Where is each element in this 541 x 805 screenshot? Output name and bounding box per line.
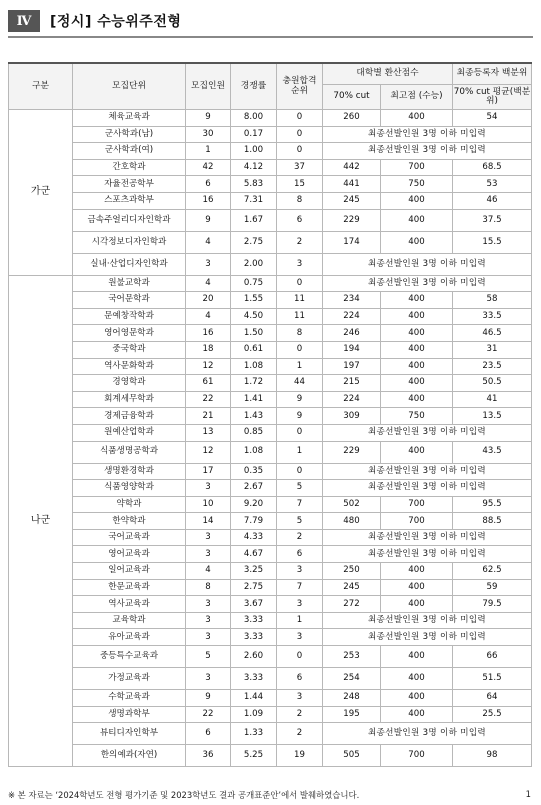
cut70-cell: 215: [323, 375, 381, 392]
quota-cell: 3: [186, 480, 231, 497]
section-title: [정시] 수능위주전형: [50, 14, 182, 30]
group-label: 가군: [9, 110, 73, 276]
cut70-cell: 195: [323, 706, 381, 723]
quota-cell: 3: [186, 253, 231, 275]
table-row: [9, 596, 532, 613]
unit-name: 문예창작학과: [73, 308, 186, 325]
table-row: [9, 579, 532, 596]
table-body: [9, 110, 532, 767]
unit-name: 가정교육과: [73, 668, 186, 690]
max-score-cell: 700: [381, 745, 453, 767]
quota-cell: 3: [186, 668, 231, 690]
unit-name: 간호학과: [73, 159, 186, 176]
merged-note-cell: 최종선발인원 3명 이하 미입력: [323, 424, 532, 441]
ratio-cell: 1.41: [231, 391, 277, 408]
admission-results-table: [8, 62, 532, 767]
rank-cell: 2: [277, 723, 323, 745]
quota-cell: 16: [186, 325, 231, 342]
rank-cell: 6: [277, 668, 323, 690]
quota-cell: 18: [186, 341, 231, 358]
rank-cell: 0: [277, 126, 323, 143]
ratio-cell: 3.67: [231, 596, 277, 613]
unit-name: 경제금융학과: [73, 408, 186, 425]
final-pct-cell: 95.5: [453, 496, 532, 513]
merged-note-cell: 최종선발인원 3명 이하 미입력: [323, 629, 532, 646]
table-row: [9, 513, 532, 530]
cut70-cell: 248: [323, 690, 381, 707]
final-pct-cell: 46.5: [453, 325, 532, 342]
merged-note-cell: 최종선발인원 3명 이하 미입력: [323, 612, 532, 629]
unit-name: 자율전공학부: [73, 176, 186, 193]
quota-cell: 13: [186, 424, 231, 441]
final-pct-cell: 64: [453, 690, 532, 707]
table-row: [9, 391, 532, 408]
unit-name: 원예산업학과: [73, 424, 186, 441]
rank-cell: 3: [277, 596, 323, 613]
max-score-cell: 750: [381, 176, 453, 193]
quota-cell: 12: [186, 358, 231, 375]
rank-cell: 3: [277, 690, 323, 707]
table-row: [9, 668, 532, 690]
unit-name: 원불교학과: [73, 275, 186, 292]
ratio-cell: 1.09: [231, 706, 277, 723]
cut70-cell: 197: [323, 358, 381, 375]
table-row: [9, 646, 532, 668]
rank-cell: 0: [277, 275, 323, 292]
cut70-cell: 502: [323, 496, 381, 513]
ratio-cell: 7.79: [231, 513, 277, 530]
max-score-cell: 400: [381, 341, 453, 358]
final-pct-cell: 50.5: [453, 375, 532, 392]
section-header: [8, 10, 181, 32]
max-score-cell: 400: [381, 441, 453, 463]
final-pct-cell: 68.5: [453, 159, 532, 176]
unit-name: 한약학과: [73, 513, 186, 530]
ratio-cell: 3.33: [231, 629, 277, 646]
table-row: [9, 209, 532, 231]
max-score-cell: 400: [381, 646, 453, 668]
group-label: 나군: [9, 275, 73, 767]
rank-cell: 6: [277, 546, 323, 563]
table-row: [9, 706, 532, 723]
ratio-cell: 3.33: [231, 668, 277, 690]
ratio-cell: 2.75: [231, 231, 277, 253]
cut70-cell: 245: [323, 579, 381, 596]
merged-note-cell: 최종선발인원 3명 이하 미입력: [323, 723, 532, 745]
unit-name: 식품영양학과: [73, 480, 186, 497]
quota-cell: 16: [186, 192, 231, 209]
cut70-cell: 309: [323, 408, 381, 425]
max-score-cell: 400: [381, 358, 453, 375]
page-number: 1: [525, 789, 531, 799]
ratio-cell: 1.08: [231, 441, 277, 463]
max-score-cell: 700: [381, 496, 453, 513]
cut70-cell: 505: [323, 745, 381, 767]
cut70-cell: 260: [323, 110, 381, 127]
rank-cell: 11: [277, 308, 323, 325]
quota-cell: 61: [186, 375, 231, 392]
ratio-cell: 1.33: [231, 723, 277, 745]
quota-cell: 3: [186, 529, 231, 546]
cut70-cell: 272: [323, 596, 381, 613]
ratio-cell: 0.75: [231, 275, 277, 292]
max-score-cell: 400: [381, 292, 453, 309]
quota-cell: 9: [186, 209, 231, 231]
merged-note-cell: 최종선발인원 3명 이하 미입력: [323, 529, 532, 546]
unit-name: 식품생명공학과: [73, 441, 186, 463]
rank-cell: 9: [277, 391, 323, 408]
rank-cell: 5: [277, 480, 323, 497]
table-row: [9, 529, 532, 546]
table-row: [9, 424, 532, 441]
cut70-cell: 229: [323, 209, 381, 231]
quota-cell: 9: [186, 110, 231, 127]
rank-cell: 3: [277, 629, 323, 646]
merged-note-cell: 최종선발인원 3명 이하 미입력: [323, 275, 532, 292]
max-score-cell: 400: [381, 209, 453, 231]
ratio-cell: 4.67: [231, 546, 277, 563]
max-score-cell: 400: [381, 690, 453, 707]
rank-cell: 15: [277, 176, 323, 193]
rank-cell: 7: [277, 496, 323, 513]
ratio-cell: 0.61: [231, 341, 277, 358]
rank-cell: 0: [277, 463, 323, 480]
cut70-cell: 246: [323, 325, 381, 342]
ratio-cell: 1.72: [231, 375, 277, 392]
quota-cell: 6: [186, 723, 231, 745]
ratio-cell: 2.00: [231, 253, 277, 275]
table-row: [9, 143, 532, 160]
ratio-cell: 1.50: [231, 325, 277, 342]
unit-name: 유아교육과: [73, 629, 186, 646]
ratio-cell: 8.00: [231, 110, 277, 127]
quota-cell: 9: [186, 690, 231, 707]
col-cut70: 70% cut: [323, 85, 381, 110]
unit-name: 일어교육과: [73, 563, 186, 580]
final-pct-cell: 15.5: [453, 231, 532, 253]
final-pct-cell: 25.5: [453, 706, 532, 723]
col-rank: 충원합격 순위: [277, 63, 323, 110]
rank-cell: 2: [277, 529, 323, 546]
quota-cell: 20: [186, 292, 231, 309]
final-pct-cell: 62.5: [453, 563, 532, 580]
max-score-cell: 700: [381, 513, 453, 530]
rank-cell: 37: [277, 159, 323, 176]
quota-cell: 12: [186, 441, 231, 463]
cut70-cell: 224: [323, 391, 381, 408]
col-group: 구분: [9, 63, 73, 110]
unit-name: 금속주얼리디자인학과: [73, 209, 186, 231]
rank-cell: 0: [277, 143, 323, 160]
table-row: [9, 408, 532, 425]
ratio-cell: 1.08: [231, 358, 277, 375]
table-row: [9, 723, 532, 745]
cut70-cell: 224: [323, 308, 381, 325]
ratio-cell: 1.00: [231, 143, 277, 160]
final-pct-cell: 23.5: [453, 358, 532, 375]
ratio-cell: 4.50: [231, 308, 277, 325]
final-pct-cell: 59: [453, 579, 532, 596]
table-row: [9, 745, 532, 767]
rank-cell: 8: [277, 325, 323, 342]
max-score-cell: 400: [381, 563, 453, 580]
unit-name: 중국학과: [73, 341, 186, 358]
rank-cell: 1: [277, 612, 323, 629]
ratio-cell: 0.35: [231, 463, 277, 480]
ratio-cell: 2.75: [231, 579, 277, 596]
table-row: [9, 563, 532, 580]
merged-note-cell: 최종선발인원 3명 이하 미입력: [323, 126, 532, 143]
cut70-cell: 245: [323, 192, 381, 209]
quota-cell: 1: [186, 143, 231, 160]
table-row: [9, 612, 532, 629]
max-score-cell: 400: [381, 596, 453, 613]
unit-name: 영어영문학과: [73, 325, 186, 342]
rank-cell: 9: [277, 408, 323, 425]
max-score-cell: 400: [381, 192, 453, 209]
final-pct-cell: 98: [453, 745, 532, 767]
table-row: [9, 546, 532, 563]
quota-cell: 14: [186, 513, 231, 530]
table-row: [9, 176, 532, 193]
quota-cell: 3: [186, 596, 231, 613]
merged-note-cell: 최종선발인원 3명 이하 미입력: [323, 143, 532, 160]
final-pct-cell: 53: [453, 176, 532, 193]
table-row: [9, 375, 532, 392]
table-row: [9, 308, 532, 325]
final-pct-cell: 66: [453, 646, 532, 668]
rank-cell: 3: [277, 563, 323, 580]
rank-cell: 5: [277, 513, 323, 530]
rank-cell: 0: [277, 646, 323, 668]
quota-cell: 3: [186, 612, 231, 629]
table-row: [9, 231, 532, 253]
ratio-cell: 0.85: [231, 424, 277, 441]
quota-cell: 5: [186, 646, 231, 668]
quota-cell: 30: [186, 126, 231, 143]
unit-name: 한문교육과: [73, 579, 186, 596]
cut70-cell: 441: [323, 176, 381, 193]
cut70-cell: 174: [323, 231, 381, 253]
max-score-cell: 400: [381, 325, 453, 342]
table-row: [9, 292, 532, 309]
table-row: [9, 275, 532, 292]
max-score-cell: 400: [381, 308, 453, 325]
table-row: [9, 341, 532, 358]
quota-cell: 42: [186, 159, 231, 176]
quota-cell: 21: [186, 408, 231, 425]
unit-name: 시각정보디자인학과: [73, 231, 186, 253]
unit-name: 한의예과(자연): [73, 745, 186, 767]
quota-cell: 3: [186, 546, 231, 563]
rank-cell: 2: [277, 231, 323, 253]
table-row: [9, 126, 532, 143]
unit-name: 체육교육과: [73, 110, 186, 127]
cut70-cell: 442: [323, 159, 381, 176]
section-number: Ⅳ: [8, 10, 40, 32]
table-row: [9, 325, 532, 342]
quota-cell: 4: [186, 308, 231, 325]
quota-cell: 8: [186, 579, 231, 596]
ratio-cell: 4.33: [231, 529, 277, 546]
unit-name: 생명과학부: [73, 706, 186, 723]
quota-cell: 22: [186, 706, 231, 723]
unit-name: 국어교육과: [73, 529, 186, 546]
table-row: [9, 253, 532, 275]
cut70-cell: 229: [323, 441, 381, 463]
max-score-cell: 400: [381, 668, 453, 690]
ratio-cell: 5.25: [231, 745, 277, 767]
unit-name: 스포츠과학부: [73, 192, 186, 209]
rank-cell: 6: [277, 209, 323, 231]
col-max-score: 최고점 (수능): [381, 85, 453, 110]
max-score-cell: 400: [381, 579, 453, 596]
final-pct-cell: 54: [453, 110, 532, 127]
ratio-cell: 9.20: [231, 496, 277, 513]
merged-note-cell: 최종선발인원 3명 이하 미입력: [323, 546, 532, 563]
ratio-cell: 1.67: [231, 209, 277, 231]
rank-cell: 8: [277, 192, 323, 209]
max-score-cell: 400: [381, 375, 453, 392]
quota-cell: 17: [186, 463, 231, 480]
rank-cell: 44: [277, 375, 323, 392]
rank-cell: 0: [277, 341, 323, 358]
cut70-cell: 253: [323, 646, 381, 668]
unit-name: 뷰티디자인학부: [73, 723, 186, 745]
ratio-cell: 2.60: [231, 646, 277, 668]
unit-name: 경영학과: [73, 375, 186, 392]
table-row: [9, 463, 532, 480]
final-pct-cell: 58: [453, 292, 532, 309]
cut70-cell: 250: [323, 563, 381, 580]
table-row: [9, 192, 532, 209]
rank-cell: 11: [277, 292, 323, 309]
footnote: ※ 본 자료는 ‘2024학년도 전형 평가기준 및 2023학년도 결과 공개표준안’에서 발췌하였습니다.: [8, 790, 360, 800]
ratio-cell: 0.17: [231, 126, 277, 143]
max-score-cell: 750: [381, 408, 453, 425]
quota-cell: 3: [186, 629, 231, 646]
table-row: [9, 629, 532, 646]
unit-name: 역사교육과: [73, 596, 186, 613]
rank-cell: 1: [277, 441, 323, 463]
max-score-cell: 400: [381, 110, 453, 127]
max-score-cell: 400: [381, 391, 453, 408]
quota-cell: 36: [186, 745, 231, 767]
final-pct-cell: 46: [453, 192, 532, 209]
quota-cell: 22: [186, 391, 231, 408]
table-row: [9, 496, 532, 513]
unit-name: 실내·산업디자인학과: [73, 253, 186, 275]
rank-cell: 19: [277, 745, 323, 767]
col-final-header: 최종등록자 백분위: [453, 63, 532, 85]
col-ratio: 경쟁률: [231, 63, 277, 110]
final-pct-cell: 79.5: [453, 596, 532, 613]
unit-name: 역사문화학과: [73, 358, 186, 375]
ratio-cell: 1.43: [231, 408, 277, 425]
ratio-cell: 3.25: [231, 563, 277, 580]
final-pct-cell: 31: [453, 341, 532, 358]
quota-cell: 4: [186, 563, 231, 580]
final-pct-cell: 41: [453, 391, 532, 408]
final-pct-cell: 51.5: [453, 668, 532, 690]
unit-name: 영어교육과: [73, 546, 186, 563]
ratio-cell: 7.31: [231, 192, 277, 209]
header-divider: [8, 36, 533, 38]
col-score-header: 대학별 환산점수: [323, 63, 453, 85]
final-pct-cell: 13.5: [453, 408, 532, 425]
ratio-cell: 1.44: [231, 690, 277, 707]
cut70-cell: 234: [323, 292, 381, 309]
merged-note-cell: 최종선발인원 3명 이하 미입력: [323, 463, 532, 480]
merged-note-cell: 최종선발인원 3명 이하 미입력: [323, 480, 532, 497]
rank-cell: 0: [277, 110, 323, 127]
quota-cell: 6: [186, 176, 231, 193]
unit-name: 약학과: [73, 496, 186, 513]
ratio-cell: 4.12: [231, 159, 277, 176]
table-row: [9, 480, 532, 497]
max-score-cell: 400: [381, 706, 453, 723]
cut70-cell: 194: [323, 341, 381, 358]
merged-note-cell: 최종선발인원 3명 이하 미입력: [323, 253, 532, 275]
table-row: [9, 690, 532, 707]
unit-name: 중등특수교육과: [73, 646, 186, 668]
unit-name: 국어문학과: [73, 292, 186, 309]
unit-name: 생명환경학과: [73, 463, 186, 480]
quota-cell: 4: [186, 275, 231, 292]
table-row: [9, 441, 532, 463]
max-score-cell: 400: [381, 231, 453, 253]
ratio-cell: 5.83: [231, 176, 277, 193]
rank-cell: 7: [277, 579, 323, 596]
final-pct-cell: 37.5: [453, 209, 532, 231]
cut70-cell: 254: [323, 668, 381, 690]
table-row: [9, 159, 532, 176]
max-score-cell: 700: [381, 159, 453, 176]
col-unit: 모집단위: [73, 63, 186, 110]
ratio-cell: 1.55: [231, 292, 277, 309]
rank-cell: 2: [277, 706, 323, 723]
unit-name: 군사학과(남): [73, 126, 186, 143]
quota-cell: 10: [186, 496, 231, 513]
quota-cell: 4: [186, 231, 231, 253]
table-row: [9, 110, 532, 127]
rank-cell: 0: [277, 424, 323, 441]
cut70-cell: 480: [323, 513, 381, 530]
ratio-cell: 3.33: [231, 612, 277, 629]
unit-name: 교육학과: [73, 612, 186, 629]
unit-name: 군사학과(여): [73, 143, 186, 160]
unit-name: 수학교육과: [73, 690, 186, 707]
table-row: [9, 358, 532, 375]
final-pct-cell: 33.5: [453, 308, 532, 325]
col-final-sub: 70% cut 평균(백분위): [453, 85, 532, 110]
unit-name: 회계세무학과: [73, 391, 186, 408]
col-quota: 모집인원: [186, 63, 231, 110]
rank-cell: 1: [277, 358, 323, 375]
rank-cell: 3: [277, 253, 323, 275]
final-pct-cell: 88.5: [453, 513, 532, 530]
final-pct-cell: 43.5: [453, 441, 532, 463]
ratio-cell: 2.67: [231, 480, 277, 497]
